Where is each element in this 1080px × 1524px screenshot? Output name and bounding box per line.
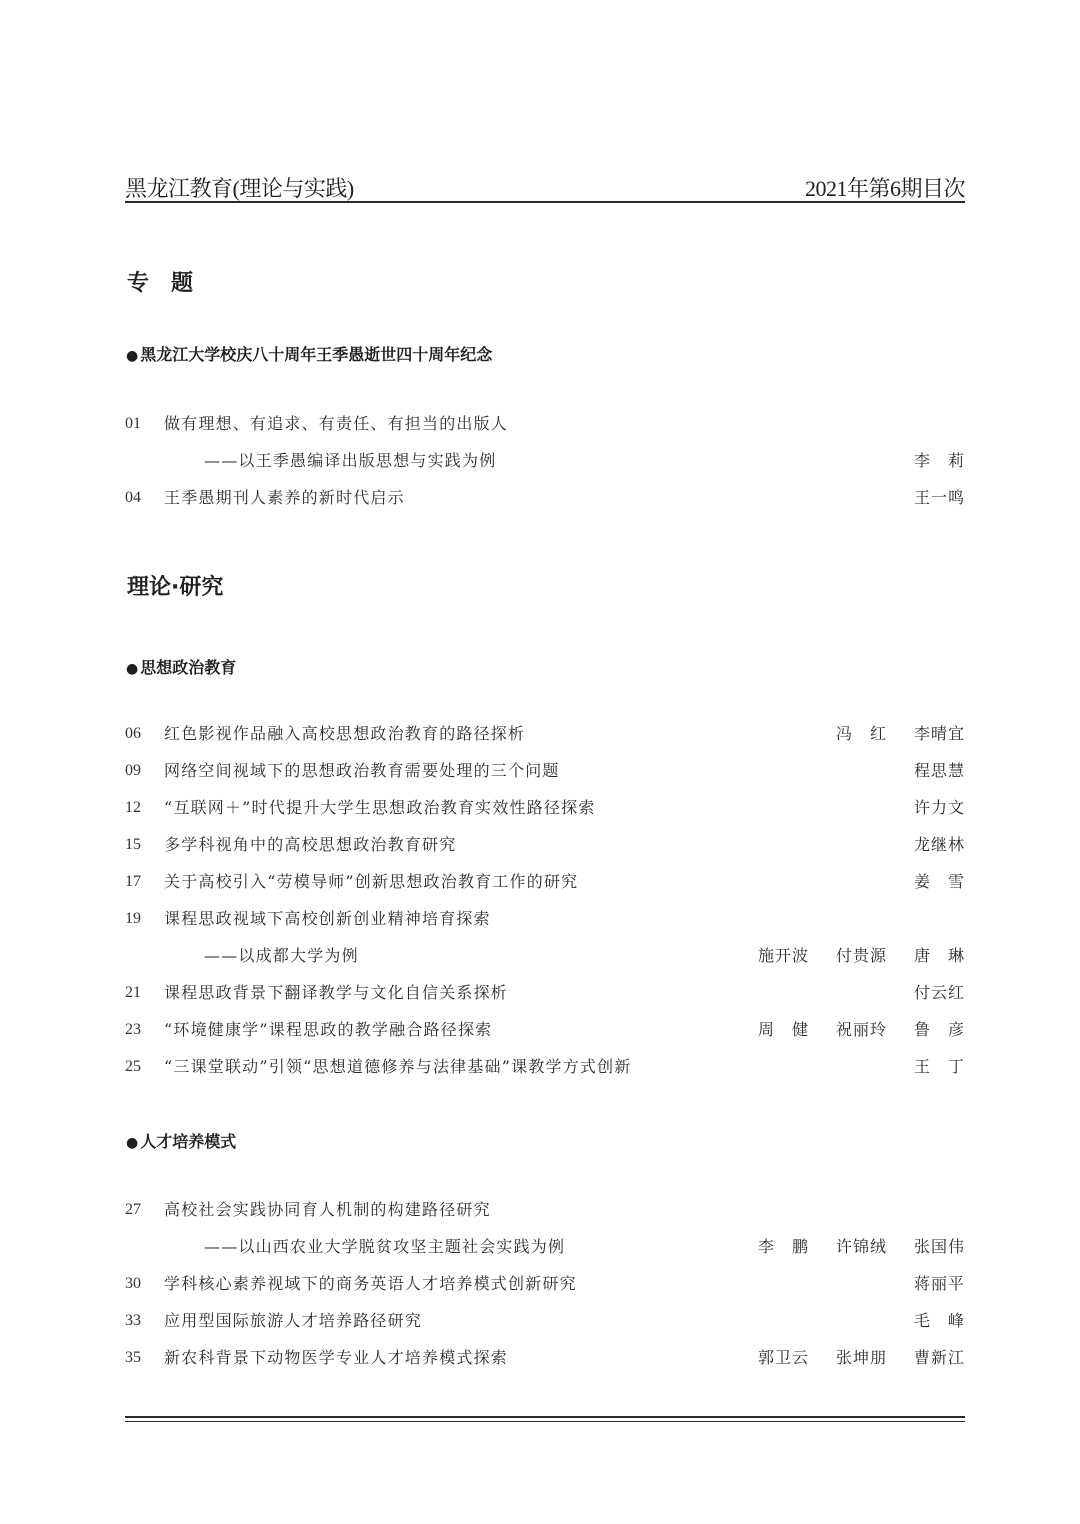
- author: 周 健: [757, 1020, 809, 1039]
- author: 李 鹏: [757, 1237, 809, 1256]
- toc-entry[interactable]: [125, 1017, 965, 1043]
- article-title: 网络空间视域下的思想政治教育需要处理的三个问题: [164, 761, 560, 780]
- author: 张国伟: [913, 1237, 965, 1256]
- author: 蒋丽平: [913, 1274, 965, 1293]
- page-number: 33: [125, 1312, 141, 1329]
- author: 唐 琳: [913, 946, 965, 965]
- toc-entry-subtitle[interactable]: [125, 1234, 965, 1260]
- toc-entry[interactable]: [125, 1197, 965, 1223]
- footer-rule: [125, 1416, 965, 1422]
- subsection-label: 思想政治教育: [140, 658, 237, 677]
- page-header: [125, 168, 965, 204]
- toc-entry[interactable]: [125, 869, 965, 895]
- subsection-label: 黑龙江大学校庆八十周年王季愚逝世四十周年纪念: [140, 345, 493, 364]
- author: 许力文: [913, 798, 965, 817]
- author: 曹新江: [913, 1348, 965, 1367]
- author: 付贵源: [835, 946, 887, 965]
- author: 李晴宜: [913, 724, 965, 743]
- author: 毛 峰: [913, 1311, 965, 1330]
- page-number: 27: [125, 1201, 141, 1218]
- author: 施开波: [757, 946, 809, 965]
- footer-rule-thick: [125, 1416, 965, 1418]
- page-number: 25: [125, 1058, 141, 1075]
- author: 祝丽玲: [835, 1020, 887, 1039]
- article-subtitle: ——以王季愚编译出版思想与实践为例: [204, 451, 497, 470]
- bullet-icon: ●: [126, 661, 139, 677]
- toc-entry[interactable]: [125, 411, 965, 437]
- subsection-label: 人才培养模式: [140, 1132, 237, 1151]
- page-number: 30: [125, 1275, 141, 1292]
- article-title: 做有理想、有追求、有责任、有担当的出版人: [164, 414, 509, 433]
- toc-entry[interactable]: [125, 980, 965, 1006]
- toc-entry-subtitle[interactable]: [125, 448, 965, 474]
- article-title: 高校社会实践协同育人机制的构建路径研究: [164, 1200, 491, 1219]
- toc-entry[interactable]: [125, 832, 965, 858]
- bullet-icon: ●: [126, 348, 139, 364]
- header-rule: [125, 201, 965, 203]
- article-title: 课程思政背景下翻译教学与文化自信关系探析: [164, 983, 509, 1002]
- article-title: 红色影视作品融入高校思想政治教育的路径探析: [164, 724, 526, 743]
- page-number: 35: [125, 1349, 141, 1366]
- toc-entry[interactable]: [125, 795, 965, 821]
- author: 付云红: [913, 983, 965, 1002]
- article-title: 学科核心素养视域下的商务英语人才培养模式创新研究: [164, 1274, 577, 1293]
- page-number: 21: [125, 984, 141, 1001]
- subsection-heading: [126, 342, 492, 365]
- page-number: 04: [125, 489, 141, 506]
- author: 王一鸣: [913, 488, 965, 507]
- author: 姜 雪: [913, 872, 965, 891]
- toc-entry[interactable]: [125, 1345, 965, 1371]
- toc-entry[interactable]: [125, 1308, 965, 1334]
- section-title-special-topic: 专 题: [127, 271, 194, 296]
- author: 龙继林: [913, 835, 965, 854]
- author: 鲁 彦: [913, 1020, 965, 1039]
- page-number: 15: [125, 836, 141, 853]
- author: 李 莉: [913, 451, 965, 470]
- page-number: 01: [125, 415, 141, 432]
- issue-title: 2021年第6期目次: [804, 176, 965, 201]
- article-title: 新农科背景下动物医学专业人才培养模式探索: [164, 1348, 509, 1367]
- page-number: 23: [125, 1021, 141, 1038]
- footer-rule-thin: [125, 1421, 965, 1422]
- author: 冯 红: [835, 724, 887, 743]
- article-title: 关于高校引入“劳模导师”创新思想政治教育工作的研究: [164, 872, 579, 891]
- author: 许锦绒: [835, 1237, 887, 1256]
- article-subtitle: ——以山西农业大学脱贫攻坚主题社会实践为例: [204, 1237, 566, 1256]
- page-number: 09: [125, 762, 141, 779]
- toc-entry[interactable]: [125, 906, 965, 932]
- toc-entry[interactable]: [125, 485, 965, 511]
- article-title: 多学科视角中的高校思想政治教育研究: [164, 835, 457, 854]
- toc-entry[interactable]: [125, 1054, 965, 1080]
- subsection-heading: [126, 655, 236, 678]
- page-number: 19: [125, 910, 141, 927]
- page-number: 17: [125, 873, 141, 890]
- article-title: “互联网＋”时代提升大学生思想政治教育实效性路径探索: [164, 798, 596, 817]
- toc-entry-subtitle[interactable]: [125, 943, 965, 969]
- section-title-theory-research: 理论·研究: [127, 575, 224, 600]
- toc-entry[interactable]: [125, 721, 965, 747]
- author: 张坤朋: [835, 1348, 887, 1367]
- bullet-icon: ●: [126, 1135, 139, 1151]
- article-title: 王季愚期刊人素养的新时代启示: [164, 488, 405, 507]
- page-number: 06: [125, 725, 141, 742]
- article-title: 应用型国际旅游人才培养路径研究: [164, 1311, 423, 1330]
- author: 郭卫云: [757, 1348, 809, 1367]
- toc-entry[interactable]: [125, 1271, 965, 1297]
- subsection-heading: [126, 1129, 236, 1152]
- article-title: “三课堂联动”引领“思想道德修养与法律基础”课教学方式创新: [164, 1057, 632, 1076]
- article-subtitle: ——以成都大学为例: [204, 946, 359, 965]
- page-number: 12: [125, 799, 141, 816]
- author: 王 丁: [913, 1057, 965, 1076]
- article-title: “环境健康学”课程思政的教学融合路径探索: [164, 1020, 493, 1039]
- author: 程思慧: [913, 761, 965, 780]
- toc-entry[interactable]: [125, 758, 965, 784]
- journal-title: 黑龙江教育(理论与实践): [125, 176, 354, 201]
- article-title: 课程思政视域下高校创新创业精神培育探索: [164, 909, 491, 928]
